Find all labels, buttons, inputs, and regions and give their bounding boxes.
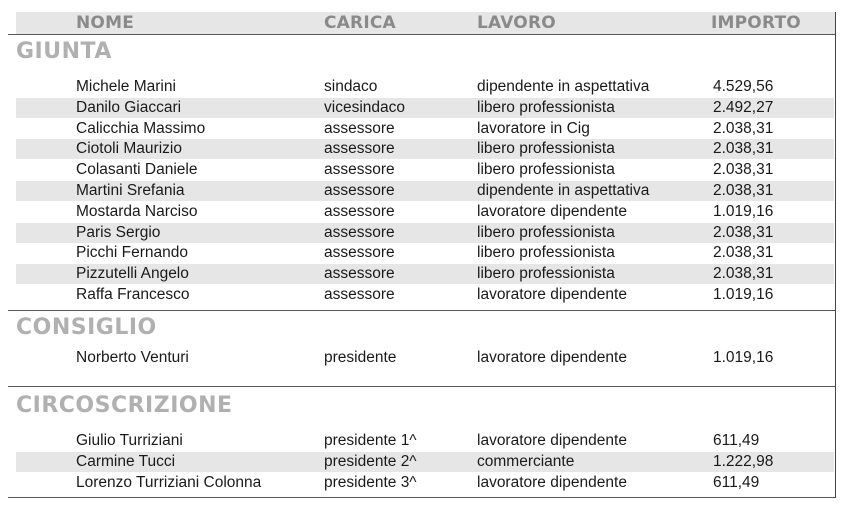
cell-lavoro: libero professionista [477,265,615,283]
cell-nome: Danilo Giaccari [76,98,182,116]
cell-carica: assessore [324,223,395,241]
cell-carica: assessore [324,140,395,158]
table-row [16,98,834,118]
cell-nome: Pizzutelli Angelo [76,265,189,283]
table-row [16,202,834,222]
section-title-giunta: GIUNTA [16,39,112,64]
table-row [16,77,834,97]
cell-importo: 4.529,56 [713,78,774,95]
section-title-consiglio: CONSIGLIO [16,315,157,340]
column-header-nome: NOME [76,13,135,33]
cell-nome: Lorenzo Turriziani Colonna [76,473,262,491]
table-row [16,285,834,305]
table-row [16,473,834,493]
cell-lavoro: dipendente in aspettativa [477,78,650,95]
cell-carica: sindaco [324,78,378,95]
section-divider-consiglio [8,310,835,311]
cell-lavoro: lavoratore dipendente [477,286,627,303]
cell-carica: presidente 2^ [324,452,417,470]
cell-nome: Carmine Tucci [76,452,176,470]
cell-carica: assessore [324,202,395,220]
header-divider [8,34,835,35]
cell-nome: Colasanti Daniele [76,161,198,179]
cell-nome: Paris Sergio [76,223,161,241]
cell-nome: Norberto Venturi [76,349,189,366]
cell-importo: 2.038,31 [713,119,774,137]
cell-carica: assessore [324,161,395,179]
cell-importo: 611,49 [713,473,760,491]
cell-importo: 1.019,16 [713,286,774,303]
cell-nome: Michele Marini [76,78,176,95]
section-divider-circoscrizione [8,386,835,387]
cell-carica: presidente [324,349,397,366]
cell-lavoro: libero professionista [477,98,615,116]
cell-lavoro: lavoratore dipendente [477,349,627,366]
table-row [16,223,834,243]
cell-importo: 2.492,27 [713,98,774,116]
cell-lavoro: commerciante [477,452,575,470]
column-header-lavoro: LAVORO [477,13,556,33]
cell-importo: 611,49 [713,432,760,449]
cell-importo: 2.038,31 [713,223,774,241]
cell-carica: assessore [324,265,395,283]
table-row [16,452,834,472]
cell-lavoro: libero professionista [477,244,615,262]
cell-nome: Picchi Fernando [76,244,189,262]
cell-importo: 1.019,16 [713,202,774,220]
cell-carica: assessore [324,119,395,137]
table-row [16,181,834,201]
cell-lavoro: lavoratore dipendente [477,432,627,449]
table-row [16,243,834,263]
cell-lavoro: dipendente in aspettativa [477,182,650,199]
cell-carica: presidente 3^ [324,473,417,491]
cell-importo: 2.038,31 [713,265,774,283]
cell-carica: assessore [324,182,395,199]
column-header-carica: CARICA [324,13,396,33]
cell-importo: 2.038,31 [713,140,774,158]
cell-nome: Calicchia Massimo [76,119,206,137]
cell-carica: assessore [324,286,395,303]
cell-nome: Mostarda Narciso [76,202,198,220]
cell-lavoro: lavoratore dipendente [477,202,627,220]
table-row [16,348,834,368]
cell-lavoro: libero professionista [477,161,615,179]
bottom-divider [8,497,835,498]
cell-carica: vicesindaco [324,98,405,116]
cell-importo: 2.038,31 [713,244,774,262]
cell-lavoro: lavoratore in Cig [477,119,590,137]
cell-nome: Raffa Francesco [76,286,190,303]
cell-lavoro: libero professionista [477,140,615,158]
right-border [835,12,836,498]
table-row [16,119,834,139]
cell-carica: presidente 1^ [324,432,417,449]
cell-importo: 2.038,31 [713,161,774,179]
table-row [16,160,834,180]
cell-nome: Giulio Turriziani [76,432,183,449]
table-row [16,431,834,451]
cell-importo: 1.222,98 [713,452,774,470]
column-header-importo: IMPORTO [711,13,801,33]
cell-lavoro: libero professionista [477,223,615,241]
cell-nome: Martini Srefania [76,182,185,199]
cell-importo: 2.038,31 [713,182,774,199]
cell-carica: assessore [324,244,395,262]
table-row [16,139,834,159]
table-row [16,264,834,284]
cell-importo: 1.019,16 [713,349,774,366]
cell-lavoro: lavoratore dipendente [477,473,627,491]
cell-nome: Ciotoli Maurizio [76,140,182,158]
section-title-circoscrizione: CIRCOSCRIZIONE [16,393,233,418]
